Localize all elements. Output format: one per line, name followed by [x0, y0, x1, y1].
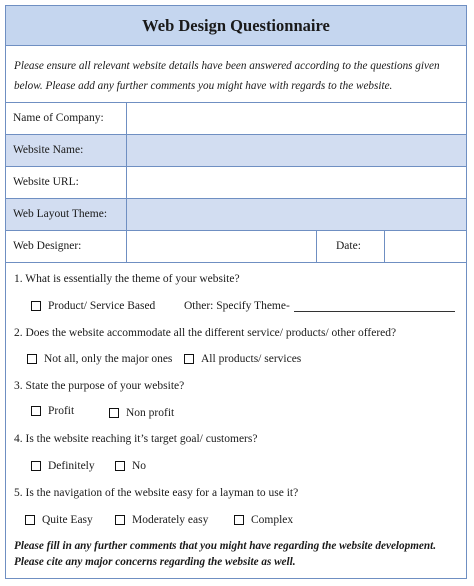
- website-url-label: Website URL:: [13, 176, 79, 188]
- other-theme-field[interactable]: [184, 300, 455, 312]
- other-theme-label: Other: Specify Theme-: [184, 300, 290, 312]
- date-field[interactable]: [386, 231, 466, 262]
- title-bar: [6, 6, 466, 46]
- layout-theme-row: [6, 198, 466, 230]
- option-profit[interactable]: [31, 405, 74, 417]
- divider: [126, 231, 127, 262]
- page-title: Web Design Questionnaire: [142, 15, 330, 35]
- checkbox[interactable]: [31, 301, 41, 311]
- company-row: [6, 102, 466, 134]
- intro-text: Please ensure all relevant website details have been answered according to the questions given below. Please add any further comments you might have with regards to the website.: [14, 60, 440, 92]
- divider: [126, 103, 127, 134]
- option-all-products[interactable]: [184, 353, 301, 365]
- divider: [384, 231, 385, 262]
- layout-theme-label: Web Layout Theme:: [13, 208, 108, 220]
- website-name-label: Website Name:: [13, 144, 84, 156]
- checkbox[interactable]: [234, 515, 244, 525]
- checkbox[interactable]: [31, 406, 41, 416]
- checkbox[interactable]: [115, 461, 125, 471]
- option-label: Profit: [48, 405, 75, 417]
- website-name-field[interactable]: [128, 135, 466, 166]
- divider: [126, 199, 127, 230]
- checkbox[interactable]: [115, 515, 125, 525]
- questionnaire-form: [5, 5, 467, 579]
- layout-theme-field[interactable]: [128, 199, 466, 230]
- date-label: Date:: [336, 240, 361, 252]
- checkbox[interactable]: [109, 408, 119, 418]
- other-theme-blank[interactable]: [294, 301, 455, 312]
- option-definitely[interactable]: [31, 460, 95, 472]
- divider: [316, 231, 317, 262]
- company-field[interactable]: [128, 103, 466, 134]
- divider: [126, 167, 127, 198]
- option-label: Complex: [251, 514, 294, 526]
- option-label: Not all, only the major ones: [44, 353, 173, 365]
- website-url-field[interactable]: [128, 167, 466, 198]
- option-not-all[interactable]: [27, 353, 172, 365]
- option-label: Quite Easy: [42, 514, 93, 526]
- designer-field[interactable]: [128, 231, 314, 262]
- footer-note: Please fill in any further comments that you might have regarding the website development. Please cite any major concerns regarding the website as well.: [14, 540, 437, 568]
- option-label: All products/ services: [201, 353, 302, 365]
- question-2: 2. Does the website accommodate all the different service/ products/ other offered?: [14, 327, 397, 339]
- website-url-row: [6, 166, 466, 198]
- checkbox[interactable]: [25, 515, 35, 525]
- website-name-row: [6, 134, 466, 166]
- option-complex[interactable]: [234, 514, 293, 526]
- option-no[interactable]: [115, 460, 146, 472]
- option-label: Moderately easy: [132, 514, 209, 526]
- divider: [126, 135, 127, 166]
- question-5: 5. Is the navigation of the website easy for a layman to use it?: [14, 487, 299, 499]
- checkbox[interactable]: [31, 461, 41, 471]
- option-quite-easy[interactable]: [25, 514, 93, 526]
- option-label: Non profit: [126, 407, 175, 419]
- checkbox[interactable]: [184, 354, 194, 364]
- checkbox[interactable]: [27, 354, 37, 364]
- option-non-profit[interactable]: [109, 407, 174, 419]
- question-3: 3. State the purpose of your website?: [14, 380, 185, 392]
- question-4: 4. Is the website reaching it’s target goal/ customers?: [14, 433, 258, 445]
- designer-row: [6, 230, 466, 263]
- designer-label: Web Designer:: [13, 240, 82, 252]
- option-label: Definitely: [48, 460, 95, 472]
- question-1: 1. What is essentially the theme of your website?: [14, 273, 240, 285]
- option-product-service[interactable]: [31, 300, 155, 312]
- option-label: No: [132, 460, 147, 472]
- company-label: Name of Company:: [13, 112, 104, 124]
- option-moderately-easy[interactable]: [115, 514, 208, 526]
- option-label: Product/ Service Based: [48, 300, 156, 312]
